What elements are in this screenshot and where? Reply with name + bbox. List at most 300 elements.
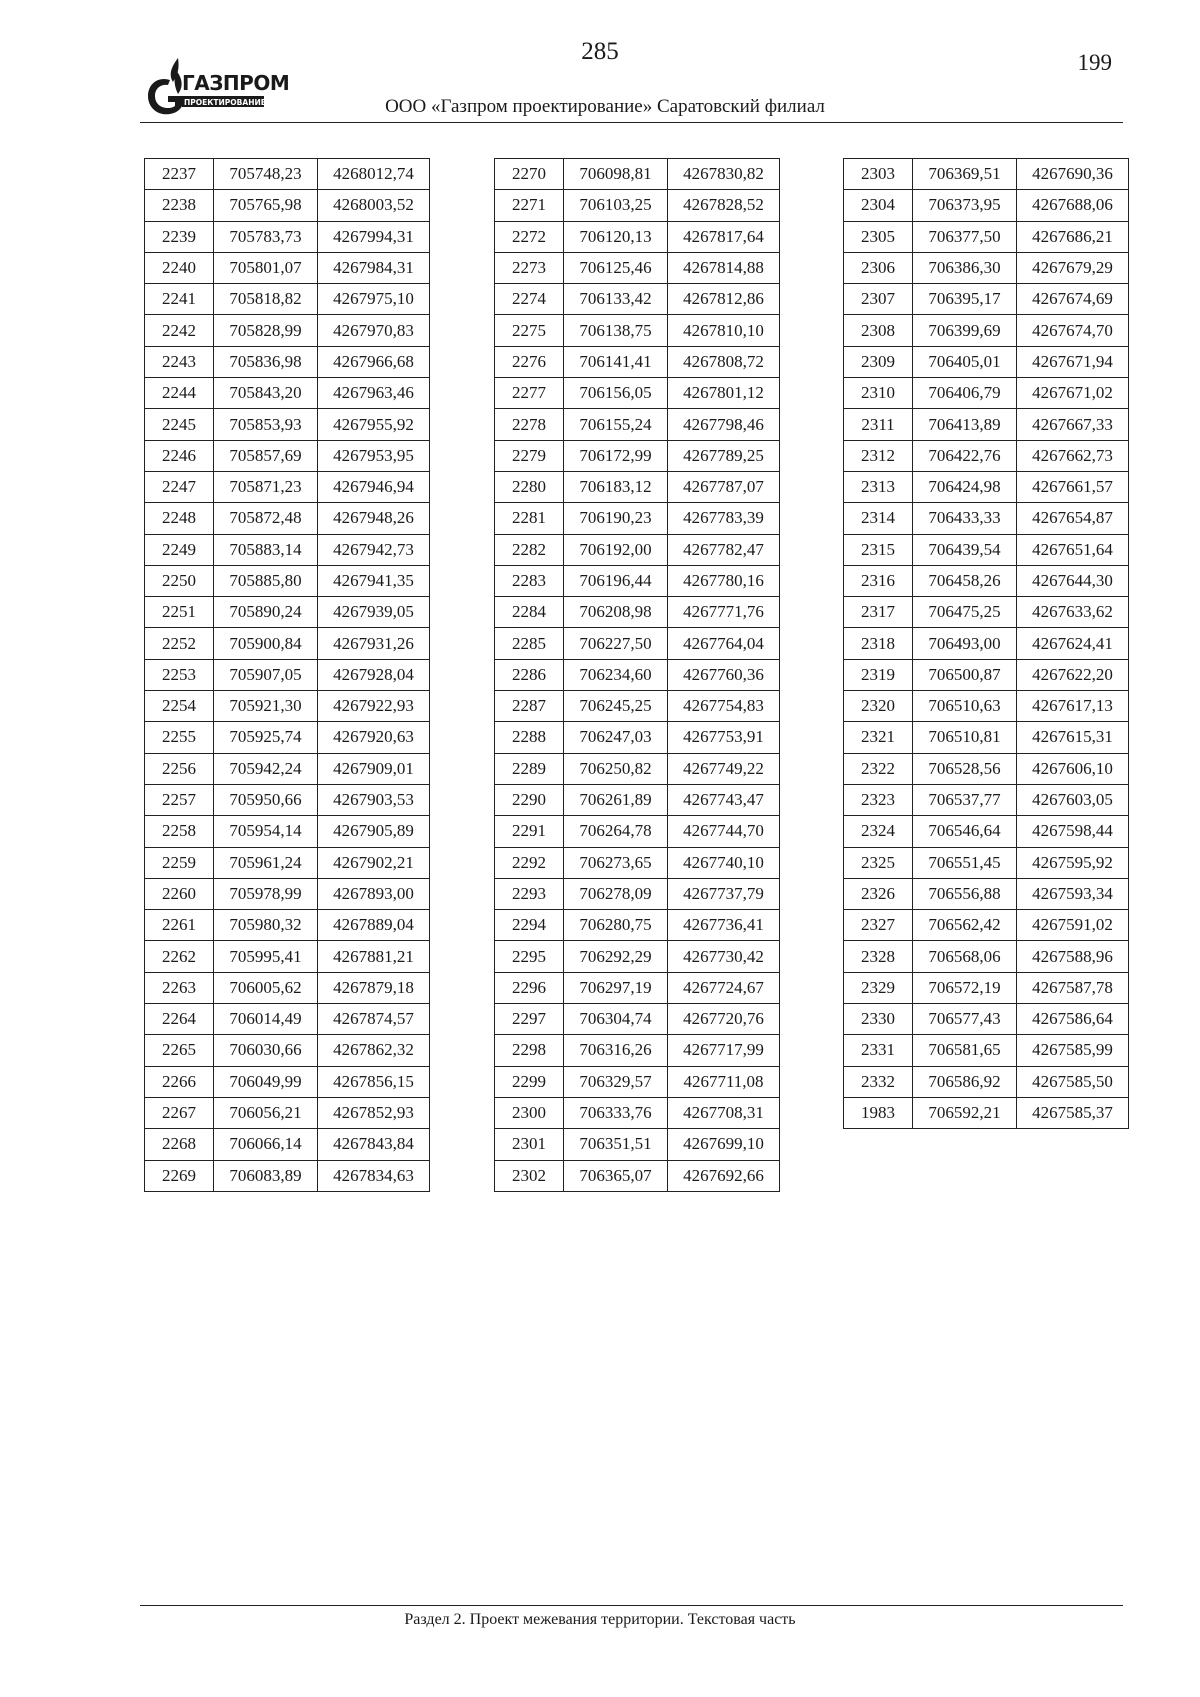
y-coordinate-cell: 4267812,86 <box>668 284 780 315</box>
table-row <box>844 284 1129 315</box>
point-number-cell: 2332 <box>844 1066 913 1097</box>
y-coordinate-cell: 4267905,89 <box>318 816 430 847</box>
point-number-cell: 2254 <box>145 691 214 722</box>
table-row <box>844 847 1129 878</box>
x-coordinate-cell: 706190,23 <box>564 503 668 534</box>
y-coordinate-cell: 4267939,05 <box>318 597 430 628</box>
y-coordinate-cell: 4267966,68 <box>318 346 430 377</box>
x-coordinate-cell: 706304,74 <box>564 1004 668 1035</box>
point-number-cell: 2248 <box>145 503 214 534</box>
point-number-cell: 2261 <box>145 910 214 941</box>
table-row <box>495 1066 780 1097</box>
y-coordinate-cell: 4267970,83 <box>318 315 430 346</box>
y-coordinate-cell: 4267699,10 <box>668 1129 780 1160</box>
x-coordinate-cell: 706172,99 <box>564 440 668 471</box>
y-coordinate-cell: 4267585,50 <box>1017 1066 1129 1097</box>
sheet-number: 199 <box>1077 50 1112 75</box>
x-coordinate-cell: 706395,17 <box>913 284 1017 315</box>
point-number-cell: 2252 <box>145 628 214 659</box>
x-coordinate-cell: 706329,57 <box>564 1066 668 1097</box>
point-number-cell: 2323 <box>844 784 913 815</box>
y-coordinate-cell: 4267753,91 <box>668 722 780 753</box>
y-coordinate-cell: 4267754,83 <box>668 691 780 722</box>
y-coordinate-cell: 4267953,95 <box>318 440 430 471</box>
x-coordinate-cell: 706030,66 <box>214 1035 318 1066</box>
x-coordinate-cell: 705828,99 <box>214 315 318 346</box>
y-coordinate-cell: 4267801,12 <box>668 378 780 409</box>
x-coordinate-cell: 706056,21 <box>214 1097 318 1128</box>
x-coordinate-cell: 706586,92 <box>913 1066 1017 1097</box>
point-number-cell: 2272 <box>495 221 564 252</box>
x-coordinate-cell: 706406,79 <box>913 378 1017 409</box>
point-number-cell: 2237 <box>145 159 214 190</box>
x-coordinate-cell: 706141,41 <box>564 346 668 377</box>
x-coordinate-cell: 706556,88 <box>913 878 1017 909</box>
table-row <box>495 534 780 565</box>
x-coordinate-cell: 706261,89 <box>564 784 668 815</box>
point-number-cell: 2290 <box>495 784 564 815</box>
x-coordinate-cell: 706439,54 <box>913 534 1017 565</box>
point-number-cell: 2284 <box>495 597 564 628</box>
point-number-cell: 2275 <box>495 315 564 346</box>
point-number-cell: 2263 <box>145 972 214 1003</box>
table-row <box>145 597 430 628</box>
point-number-cell: 2270 <box>495 159 564 190</box>
table-row <box>844 1097 1129 1128</box>
point-number-cell: 2262 <box>145 941 214 972</box>
point-number-cell: 2319 <box>844 659 913 690</box>
y-coordinate-cell: 4267881,21 <box>318 941 430 972</box>
table-row <box>145 847 430 878</box>
y-coordinate-cell: 4267852,93 <box>318 1097 430 1128</box>
point-number-cell: 2251 <box>145 597 214 628</box>
point-number-cell: 2255 <box>145 722 214 753</box>
x-coordinate-cell: 706196,44 <box>564 565 668 596</box>
point-number-cell: 2246 <box>145 440 214 471</box>
point-number-cell: 1983 <box>844 1097 913 1128</box>
point-number-cell: 2321 <box>844 722 913 753</box>
table-row <box>495 159 780 190</box>
table-row <box>145 284 430 315</box>
x-coordinate-cell: 705950,66 <box>214 784 318 815</box>
x-coordinate-cell: 705925,74 <box>214 722 318 753</box>
point-number-cell: 2250 <box>145 565 214 596</box>
y-coordinate-cell: 4267920,63 <box>318 722 430 753</box>
x-coordinate-cell: 706264,78 <box>564 816 668 847</box>
y-coordinate-cell: 4267834,63 <box>318 1160 430 1191</box>
x-coordinate-cell: 706120,13 <box>564 221 668 252</box>
point-number-cell: 2310 <box>844 378 913 409</box>
point-number-cell: 2239 <box>145 221 214 252</box>
point-number-cell: 2297 <box>495 1004 564 1035</box>
x-coordinate-cell: 706510,81 <box>913 722 1017 753</box>
x-coordinate-cell: 705890,24 <box>214 597 318 628</box>
table-row <box>844 972 1129 1003</box>
table-row <box>844 159 1129 190</box>
x-coordinate-cell: 706581,65 <box>913 1035 1017 1066</box>
table-row <box>495 221 780 252</box>
table-row <box>844 409 1129 440</box>
coordinates-table-2 <box>494 158 780 1192</box>
y-coordinate-cell: 4267931,26 <box>318 628 430 659</box>
table-row <box>495 941 780 972</box>
y-coordinate-cell: 4267674,69 <box>1017 284 1129 315</box>
table-row <box>495 847 780 878</box>
point-number-cell: 2282 <box>495 534 564 565</box>
x-coordinate-cell: 706399,69 <box>913 315 1017 346</box>
x-coordinate-cell: 706562,42 <box>913 910 1017 941</box>
y-coordinate-cell: 4267787,07 <box>668 471 780 502</box>
table-row <box>495 753 780 784</box>
table-row <box>145 1035 430 1066</box>
y-coordinate-cell: 4267942,73 <box>318 534 430 565</box>
table-row <box>145 628 430 659</box>
organization-title: ООО «Газпром проектирование» Саратовский филиал <box>385 96 825 117</box>
point-number-cell: 2311 <box>844 409 913 440</box>
y-coordinate-cell: 4267615,31 <box>1017 722 1129 753</box>
point-number-cell: 2288 <box>495 722 564 753</box>
y-coordinate-cell: 4267975,10 <box>318 284 430 315</box>
point-number-cell: 2313 <box>844 471 913 502</box>
table-row <box>495 597 780 628</box>
x-coordinate-cell: 706405,01 <box>913 346 1017 377</box>
y-coordinate-cell: 4267593,34 <box>1017 878 1129 909</box>
table-row <box>145 972 430 1003</box>
y-coordinate-cell: 4267902,21 <box>318 847 430 878</box>
table-row <box>145 503 430 534</box>
point-number-cell: 2307 <box>844 284 913 315</box>
point-number-cell: 2318 <box>844 628 913 659</box>
coordinates-table-3 <box>843 158 1129 1129</box>
table-row <box>844 346 1129 377</box>
table-row <box>844 378 1129 409</box>
y-coordinate-cell: 4267688,06 <box>1017 190 1129 221</box>
table-row <box>145 784 430 815</box>
point-number-cell: 2245 <box>145 409 214 440</box>
point-number-cell: 2320 <box>844 691 913 722</box>
x-coordinate-cell: 705942,24 <box>214 753 318 784</box>
point-number-cell: 2306 <box>844 252 913 283</box>
x-coordinate-cell: 705853,93 <box>214 409 318 440</box>
point-number-cell: 2293 <box>495 878 564 909</box>
table-row <box>145 1097 430 1128</box>
y-coordinate-cell: 4267633,62 <box>1017 597 1129 628</box>
table-row <box>844 910 1129 941</box>
header-divider <box>140 122 1123 123</box>
y-coordinate-cell: 4267780,16 <box>668 565 780 596</box>
point-number-cell: 2247 <box>145 471 214 502</box>
table-row <box>844 252 1129 283</box>
y-coordinate-cell: 4267817,64 <box>668 221 780 252</box>
x-coordinate-cell: 705843,20 <box>214 378 318 409</box>
table-row <box>844 878 1129 909</box>
x-coordinate-cell: 706005,62 <box>214 972 318 1003</box>
point-number-cell: 2298 <box>495 1035 564 1066</box>
y-coordinate-cell: 4267661,57 <box>1017 471 1129 502</box>
y-coordinate-cell: 4267717,99 <box>668 1035 780 1066</box>
point-number-cell: 2308 <box>844 315 913 346</box>
x-coordinate-cell: 706433,33 <box>913 503 1017 534</box>
point-number-cell: 2295 <box>495 941 564 972</box>
point-number-cell: 2292 <box>495 847 564 878</box>
point-number-cell: 2330 <box>844 1004 913 1035</box>
y-coordinate-cell: 4267671,02 <box>1017 378 1129 409</box>
table-row <box>495 378 780 409</box>
point-number-cell: 2291 <box>495 816 564 847</box>
svg-text:ПРОЕКТИРОВАНИЕ: ПРОЕКТИРОВАНИЕ <box>184 98 266 107</box>
point-number-cell: 2309 <box>844 346 913 377</box>
x-coordinate-cell: 706138,75 <box>564 315 668 346</box>
table-row <box>844 722 1129 753</box>
table-row <box>145 221 430 252</box>
table-row <box>495 816 780 847</box>
x-coordinate-cell: 706510,63 <box>913 691 1017 722</box>
y-coordinate-cell: 4267667,33 <box>1017 409 1129 440</box>
x-coordinate-cell: 706373,95 <box>913 190 1017 221</box>
point-number-cell: 2267 <box>145 1097 214 1128</box>
y-coordinate-cell: 4267984,31 <box>318 252 430 283</box>
y-coordinate-cell: 4267674,70 <box>1017 315 1129 346</box>
x-coordinate-cell: 706103,25 <box>564 190 668 221</box>
x-coordinate-cell: 705801,07 <box>214 252 318 283</box>
point-number-cell: 2253 <box>145 659 214 690</box>
y-coordinate-cell: 4267764,04 <box>668 628 780 659</box>
point-number-cell: 2303 <box>844 159 913 190</box>
x-coordinate-cell: 706155,24 <box>564 409 668 440</box>
table-row <box>145 878 430 909</box>
table-row <box>145 565 430 596</box>
svg-text:ГАЗПРОМ: ГАЗПРОМ <box>182 71 290 95</box>
x-coordinate-cell: 706333,76 <box>564 1097 668 1128</box>
footer-section-title: Раздел 2. Проект межевания территории. Текстовая часть <box>404 1611 796 1628</box>
point-number-cell: 2268 <box>145 1129 214 1160</box>
table-row <box>495 284 780 315</box>
table-row <box>844 471 1129 502</box>
point-number-cell: 2269 <box>145 1160 214 1191</box>
point-number-cell: 2260 <box>145 878 214 909</box>
table-row <box>495 691 780 722</box>
point-number-cell: 2312 <box>844 440 913 471</box>
x-coordinate-cell: 706577,43 <box>913 1004 1017 1035</box>
y-coordinate-cell: 4267963,46 <box>318 378 430 409</box>
x-coordinate-cell: 706278,09 <box>564 878 668 909</box>
table-row <box>145 722 430 753</box>
point-number-cell: 2299 <box>495 1066 564 1097</box>
x-coordinate-cell: 706475,25 <box>913 597 1017 628</box>
x-coordinate-cell: 706551,45 <box>913 847 1017 878</box>
x-coordinate-cell: 705954,14 <box>214 816 318 847</box>
y-coordinate-cell: 4267591,02 <box>1017 910 1129 941</box>
table-row <box>495 878 780 909</box>
y-coordinate-cell: 4267909,01 <box>318 753 430 784</box>
table-row <box>844 440 1129 471</box>
y-coordinate-cell: 4267948,26 <box>318 503 430 534</box>
x-coordinate-cell: 705961,24 <box>214 847 318 878</box>
x-coordinate-cell: 705900,84 <box>214 628 318 659</box>
table-row <box>145 378 430 409</box>
x-coordinate-cell: 706227,50 <box>564 628 668 659</box>
point-number-cell: 2301 <box>495 1129 564 1160</box>
y-coordinate-cell: 4267720,76 <box>668 1004 780 1035</box>
point-number-cell: 2271 <box>495 190 564 221</box>
y-coordinate-cell: 4267798,46 <box>668 409 780 440</box>
table-row <box>145 159 430 190</box>
y-coordinate-cell: 4267587,78 <box>1017 972 1129 1003</box>
point-number-cell: 2328 <box>844 941 913 972</box>
point-number-cell: 2322 <box>844 753 913 784</box>
table-row <box>844 190 1129 221</box>
table-row <box>844 659 1129 690</box>
y-coordinate-cell: 4267810,10 <box>668 315 780 346</box>
point-number-cell: 2244 <box>145 378 214 409</box>
y-coordinate-cell: 4267814,88 <box>668 252 780 283</box>
table-row <box>495 1129 780 1160</box>
table-row <box>145 409 430 440</box>
x-coordinate-cell: 706014,49 <box>214 1004 318 1035</box>
y-coordinate-cell: 4267893,00 <box>318 878 430 909</box>
y-coordinate-cell: 4267743,47 <box>668 784 780 815</box>
table-row <box>495 972 780 1003</box>
y-coordinate-cell: 4267828,52 <box>668 190 780 221</box>
y-coordinate-cell: 4267585,37 <box>1017 1097 1129 1128</box>
point-number-cell: 2296 <box>495 972 564 1003</box>
point-number-cell: 2289 <box>495 753 564 784</box>
coordinates-table-1 <box>144 158 430 1192</box>
x-coordinate-cell: 705980,32 <box>214 910 318 941</box>
y-coordinate-cell: 4267708,31 <box>668 1097 780 1128</box>
y-coordinate-cell: 4267955,92 <box>318 409 430 440</box>
table-row <box>844 1066 1129 1097</box>
point-number-cell: 2265 <box>145 1035 214 1066</box>
table-row <box>145 1160 430 1191</box>
table-row <box>495 628 780 659</box>
x-coordinate-cell: 705857,69 <box>214 440 318 471</box>
point-number-cell: 2331 <box>844 1035 913 1066</box>
table-row <box>495 659 780 690</box>
x-coordinate-cell: 706369,51 <box>913 159 1017 190</box>
table-row <box>844 1004 1129 1035</box>
y-coordinate-cell: 4267889,04 <box>318 910 430 941</box>
x-coordinate-cell: 705885,80 <box>214 565 318 596</box>
y-coordinate-cell: 4267783,39 <box>668 503 780 534</box>
table-row <box>495 252 780 283</box>
x-coordinate-cell: 706546,64 <box>913 816 1017 847</box>
x-coordinate-cell: 705818,82 <box>214 284 318 315</box>
table-row <box>145 753 430 784</box>
x-coordinate-cell: 706568,06 <box>913 941 1017 972</box>
x-coordinate-cell: 706422,76 <box>913 440 1017 471</box>
table-row <box>495 440 780 471</box>
y-coordinate-cell: 4267588,96 <box>1017 941 1129 972</box>
point-number-cell: 2317 <box>844 597 913 628</box>
x-coordinate-cell: 705765,98 <box>214 190 318 221</box>
x-coordinate-cell: 706098,81 <box>564 159 668 190</box>
y-coordinate-cell: 4267679,29 <box>1017 252 1129 283</box>
x-coordinate-cell: 705783,73 <box>214 221 318 252</box>
x-coordinate-cell: 706316,26 <box>564 1035 668 1066</box>
x-coordinate-cell: 706208,98 <box>564 597 668 628</box>
x-coordinate-cell: 706192,00 <box>564 534 668 565</box>
x-coordinate-cell: 706351,51 <box>564 1129 668 1160</box>
y-coordinate-cell: 4267654,87 <box>1017 503 1129 534</box>
table-row <box>145 659 430 690</box>
x-coordinate-cell: 705921,30 <box>214 691 318 722</box>
table-row <box>145 252 430 283</box>
table-row <box>495 315 780 346</box>
point-number-cell: 2281 <box>495 503 564 534</box>
table-row <box>844 534 1129 565</box>
x-coordinate-cell: 705995,41 <box>214 941 318 972</box>
x-coordinate-cell: 706049,99 <box>214 1066 318 1097</box>
y-coordinate-cell: 4268003,52 <box>318 190 430 221</box>
point-number-cell: 2241 <box>145 284 214 315</box>
y-coordinate-cell: 4267740,10 <box>668 847 780 878</box>
point-number-cell: 2305 <box>844 221 913 252</box>
point-number-cell: 2243 <box>145 346 214 377</box>
y-coordinate-cell: 4267874,57 <box>318 1004 430 1035</box>
x-coordinate-cell: 706292,29 <box>564 941 668 972</box>
table-row <box>844 941 1129 972</box>
table-row <box>145 315 430 346</box>
x-coordinate-cell: 706537,77 <box>913 784 1017 815</box>
point-number-cell: 2285 <box>495 628 564 659</box>
y-coordinate-cell: 4267928,04 <box>318 659 430 690</box>
point-number-cell: 2325 <box>844 847 913 878</box>
y-coordinate-cell: 4267922,93 <box>318 691 430 722</box>
table-row <box>844 565 1129 596</box>
table-row <box>145 941 430 972</box>
table-row <box>844 315 1129 346</box>
table-row <box>495 190 780 221</box>
table-row <box>495 1004 780 1035</box>
y-coordinate-cell: 4267994,31 <box>318 221 430 252</box>
point-number-cell: 2249 <box>145 534 214 565</box>
y-coordinate-cell: 4267690,36 <box>1017 159 1129 190</box>
table-row <box>145 190 430 221</box>
x-coordinate-cell: 706125,46 <box>564 252 668 283</box>
y-coordinate-cell: 4267651,64 <box>1017 534 1129 565</box>
table-row <box>495 722 780 753</box>
table-row <box>495 471 780 502</box>
x-coordinate-cell: 705872,48 <box>214 503 318 534</box>
table-row <box>145 910 430 941</box>
point-number-cell: 2327 <box>844 910 913 941</box>
table-row <box>844 753 1129 784</box>
y-coordinate-cell: 4267862,32 <box>318 1035 430 1066</box>
x-coordinate-cell: 706245,25 <box>564 691 668 722</box>
y-coordinate-cell: 4267856,15 <box>318 1066 430 1097</box>
table-row <box>844 691 1129 722</box>
point-number-cell: 2274 <box>495 284 564 315</box>
y-coordinate-cell: 4267744,70 <box>668 816 780 847</box>
table-row <box>844 784 1129 815</box>
table-row <box>495 1097 780 1128</box>
y-coordinate-cell: 4267603,05 <box>1017 784 1129 815</box>
point-number-cell: 2329 <box>844 972 913 1003</box>
table-row <box>495 565 780 596</box>
point-number-cell: 2256 <box>145 753 214 784</box>
y-coordinate-cell: 4267903,53 <box>318 784 430 815</box>
x-coordinate-cell: 705883,14 <box>214 534 318 565</box>
point-number-cell: 2240 <box>145 252 214 283</box>
point-number-cell: 2258 <box>145 816 214 847</box>
point-number-cell: 2276 <box>495 346 564 377</box>
x-coordinate-cell: 706247,03 <box>564 722 668 753</box>
point-number-cell: 2278 <box>495 409 564 440</box>
table-row <box>145 1004 430 1035</box>
point-number-cell: 2259 <box>145 847 214 878</box>
y-coordinate-cell: 4267782,47 <box>668 534 780 565</box>
